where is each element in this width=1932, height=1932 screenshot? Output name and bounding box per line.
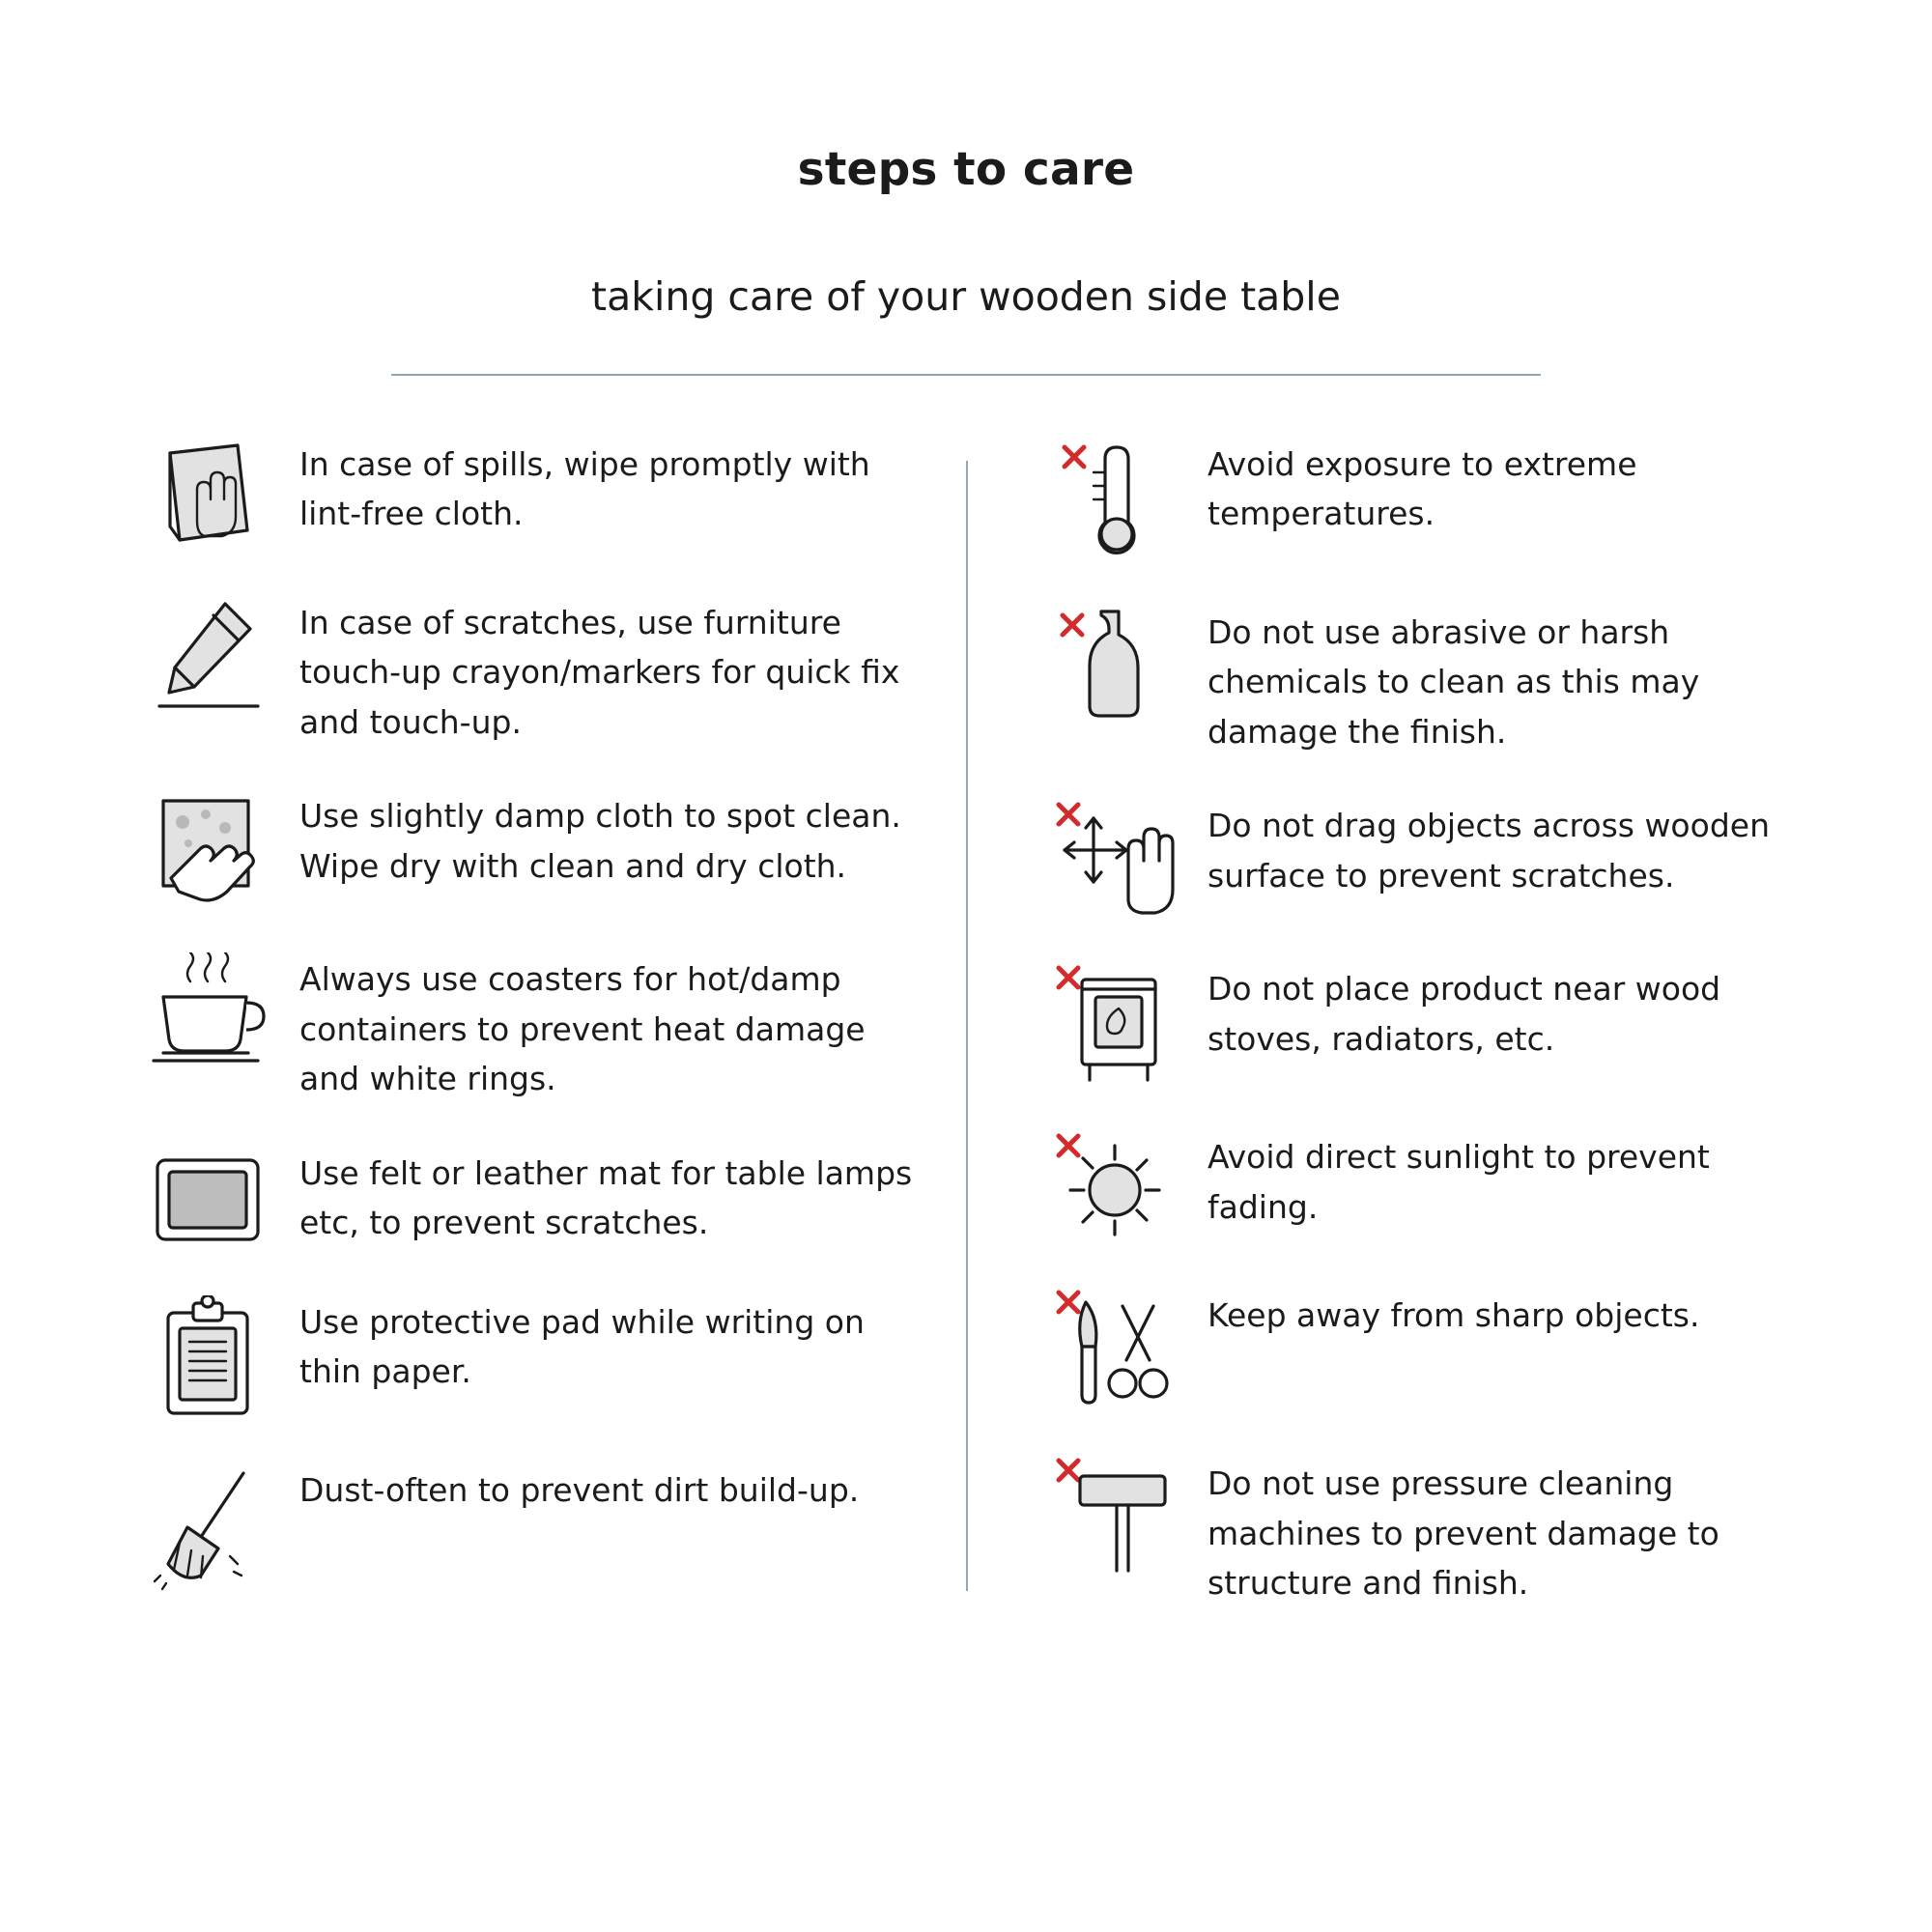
list-item-text: Dust-often to prevent dirt build-up.: [299, 1470, 860, 1509]
list-item: [1024, 1453, 1874, 1607]
list-item: [116, 1143, 927, 1253]
thermometer-icon: [1024, 434, 1208, 563]
touch-up-crayon-icon: [116, 592, 299, 717]
list-item-text: Always use coasters for hot/damp containers to prevent heat damage and white rings.: [299, 960, 866, 1098]
page-subtitle: taking care of your wooden side table: [591, 273, 1341, 320]
list-item: [116, 1460, 927, 1594]
list-item-text: Use felt or leather mat for table lamps etc, to prevent scratches.: [299, 1153, 913, 1242]
list-item-text: Do not drag objects across wooden surface to prevent scratches.: [1208, 807, 1770, 895]
list-item: [1024, 1285, 1874, 1414]
list-item-text: Do not place product near wood stoves, radiators, etc.: [1208, 970, 1721, 1058]
hot-cup-coaster-icon: [116, 949, 299, 1078]
dont-column: [966, 434, 1932, 1647]
drag-hand-arrows-icon: [1024, 795, 1208, 920]
wood-stove-icon: [1024, 958, 1208, 1088]
list-item: [1024, 795, 1874, 920]
page-title: steps to care: [797, 143, 1135, 196]
do-column: [0, 434, 966, 1647]
list-item: [116, 434, 927, 554]
list-item-text: Use slightly damp cloth to spot clean. Wipe dry with clean and dry cloth.: [299, 797, 901, 885]
list-item-text: Keep away from sharp objects.: [1208, 1296, 1700, 1335]
list-item-text: In case of spills, wipe promptly with lint-free cloth.: [299, 445, 870, 533]
damp-cloth-hand-icon: [116, 785, 299, 910]
list-item-text: Avoid direct sunlight to prevent fading.: [1208, 1138, 1710, 1226]
list-item: [116, 1292, 927, 1421]
list-item-text: Use protective pad while writing on thin paper.: [299, 1302, 865, 1391]
list-item-text: Do not use abrasive or harsh chemicals to clean as this may damage the finish.: [1208, 613, 1700, 751]
list-item-text: Avoid exposure to extreme temperatures.: [1208, 445, 1637, 533]
list-item: [116, 785, 927, 910]
broom-dust-icon: [116, 1460, 299, 1594]
felt-mat-icon: [116, 1143, 299, 1253]
list-item: [1024, 434, 1874, 563]
list-item: [1024, 1126, 1874, 1246]
instruction-columns: [0, 434, 1932, 1647]
list-item-text: In case of scratches, use furniture touch-up crayon/markers for quick fix and touch-up.: [299, 604, 900, 741]
list-item: [1024, 602, 1874, 756]
sun-icon: [1024, 1126, 1208, 1246]
pressure-cleaner-icon: [1024, 1453, 1208, 1577]
wiping-cloth-hand-icon: [116, 434, 299, 554]
list-item-text: Do not use pressure cleaning machines to prevent damage to structure and finish.: [1208, 1464, 1719, 1603]
header-divider: [391, 374, 1541, 376]
column-divider: [966, 461, 968, 1591]
list-item: [116, 949, 927, 1103]
knife-scissors-icon: [1024, 1285, 1208, 1414]
list-item: [116, 592, 927, 747]
clipboard-pad-icon: [116, 1292, 299, 1421]
chemical-bottle-icon: [1024, 602, 1208, 731]
list-item: [1024, 958, 1874, 1088]
